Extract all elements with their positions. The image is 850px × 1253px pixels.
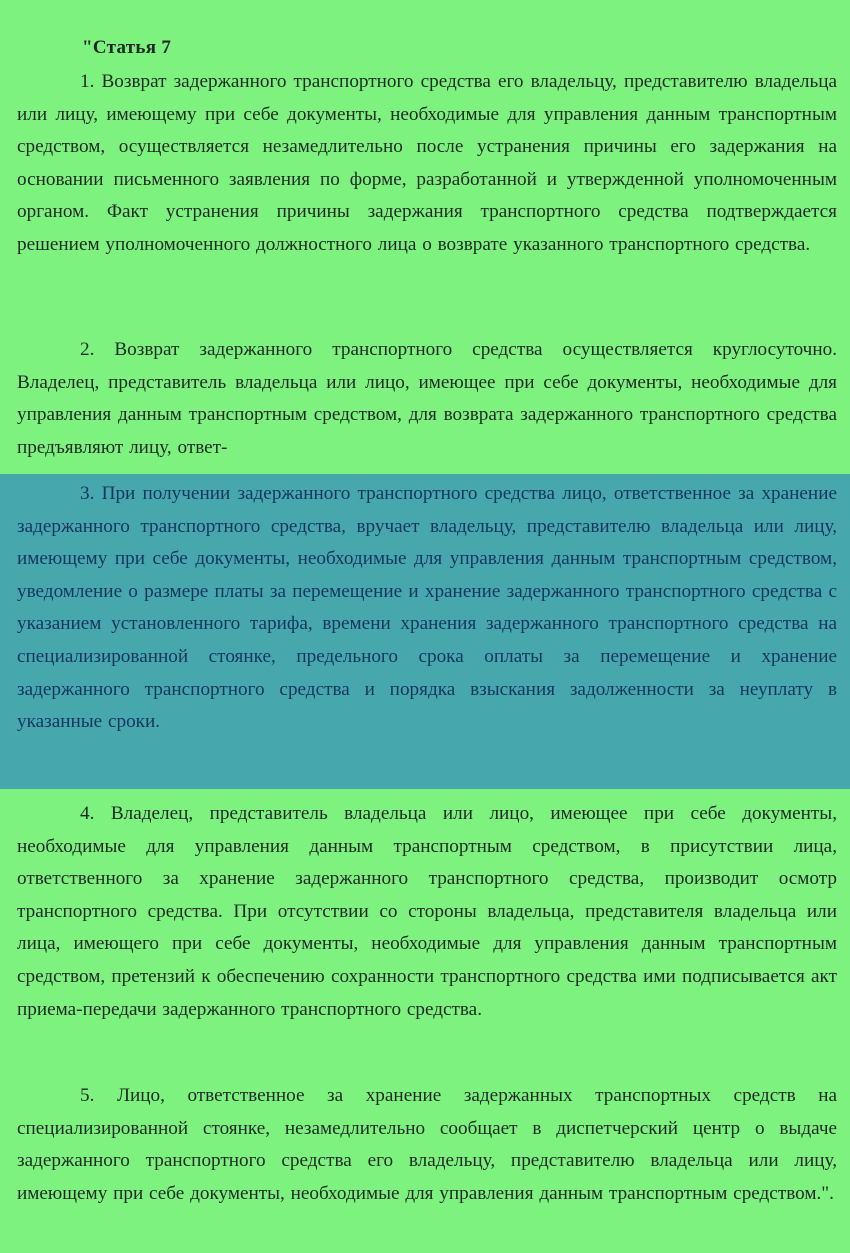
- paragraph-5: 5. Лицо, ответственное за хранение задержанных транспортных средств на специализированной стоянке, незамедлительно сообщает в диспетчерский центр о выдаче задержанного транспортного средства его владельцу, представителю владельца или лицу, имеющему при себе документы, необходимые для управления данным транспортным средством.".: [17, 1085, 837, 1204]
- paragraph-3: 3. При получении задержанного транспортного средства лицо, ответственное за хранение задержанного транспортного средства, вручает владельцу, представителю владельца или лицу, имеющему при себе документы, необходимые для управления данным транспортным средством, уведомление о размере платы за перемещение и хранение задержанного транспортного средства с указанием установленного тарифа, времени хранения задержанного транспортного средства на специализированной стоянке, предельного срока оплаты за перемещение и хранение задержанного транспортного средства и порядка взыскания задолженности за неуплату в указанные сроки.: [17, 483, 837, 733]
- paragraph-4: 4. Владелец, представитель владельца или лицо, имеющее при себе документы, необходимые для управления данным транспортным средством, в присутствии лица, ответственного за хранение задержанного транспортного средства, производит осмотр транспортного средства. При отсутствии со стороны владельца, представителя владельца или лица, имеющего при себе документы, необходимые для управления данным транспортным средством, претензий к обеспечению сохранности транспортного средства ими подписывается акт приема-передачи задержанного транспортного средства.: [17, 803, 837, 1020]
- article-title: "Статья 7: [82, 37, 172, 58]
- paragraph-1: 1. Возврат задержанного транспортного средства его владельцу, представителю владельца или лицу, имеющему при себе документы, необходимые для управления данным транспортным средством, осуществляется незамедлительно после устранения причины его задержания на основании письменного заявления по форме, разработанной и утвержденной уполномоченным органом. Факт устранения причины задержания транспортного средства подтверждается решением уполномоченного должностного лица о возврате указанного транспортного средства.: [17, 71, 837, 255]
- paragraph-2: 2. Возврат задержанного транспортного средства осуществляется круглосуточно. Владелец, представитель владельца или лицо, имеющее при себе документы, необходимые для управления данным транспортным средством, для возврата задержанного транспортного средства предъявляют лицу, ответ-: [17, 339, 837, 458]
